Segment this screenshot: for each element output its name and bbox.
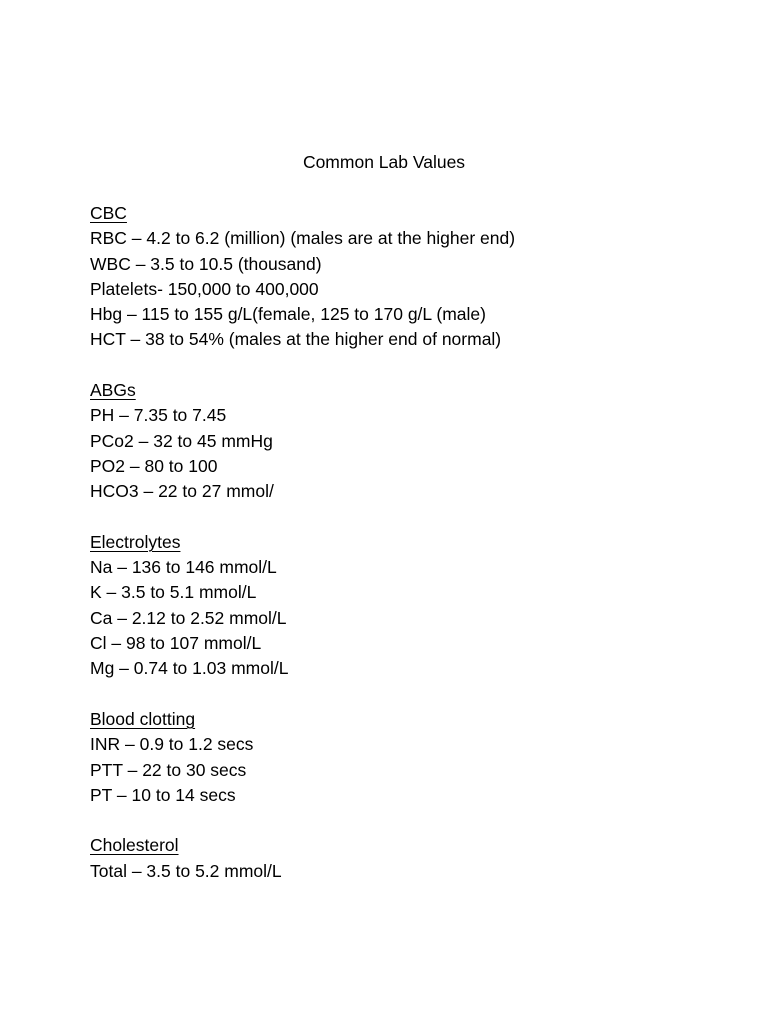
lab-value-line: Total – 3.5 to 5.2 mmol/L [90, 860, 282, 881]
lab-value-line: PCo2 – 32 to 45 mmHg [90, 430, 273, 451]
lab-value-line: RBC – 4.2 to 6.2 (million) (males are at the higher end) [90, 228, 516, 249]
lab-value-line: PTT – 22 to 30 secs [90, 759, 247, 780]
document-body [90, 201, 730, 909]
section-cholesterol [90, 833, 730, 884]
lab-value-line: HCO3 – 22 to 27 mmol/ [90, 481, 274, 502]
section-cbc [90, 201, 730, 353]
lab-value-line: Platelets- 150,000 to 400,000 [90, 278, 319, 299]
section-blood-clotting [90, 707, 730, 808]
lab-value-line: Ca – 2.12 to 2.52 mmol/L [90, 607, 287, 628]
lab-value-line: Hbg – 115 to 155 g/L(female, 125 to 170 g/L (male) [90, 304, 486, 325]
lab-value-line: WBC – 3.5 to 10.5 (thousand) [90, 253, 322, 274]
lab-value-line: PO2 – 80 to 100 [90, 455, 218, 476]
lab-value-line: Cl – 98 to 107 mmol/L [90, 633, 262, 654]
lab-value-line: K – 3.5 to 5.1 mmol/L [90, 582, 257, 603]
lab-value-line: Na – 136 to 146 mmol/L [90, 557, 277, 578]
section-heading-cbc: CBC [90, 203, 127, 223]
lab-value-line: HCT – 38 to 54% (males at the higher end of normal) [90, 329, 502, 350]
section-heading-cholesterol: Cholesterol [90, 835, 179, 856]
lab-value-line: Mg – 0.74 to 1.03 mmol/L [90, 658, 289, 679]
lab-value-line: PH – 7.35 to 7.45 [90, 405, 227, 426]
section-heading-electrolytes: Electrolytes [90, 531, 181, 552]
section-abgs [90, 378, 730, 504]
section-heading-abgs: ABGs [90, 380, 136, 401]
lab-value-line: PT – 10 to 14 secs [90, 784, 236, 805]
lab-value-line: INR – 0.9 to 1.2 secs [90, 734, 254, 755]
section-heading-blood-clotting: Blood clotting [90, 708, 196, 729]
page-title: Common Lab Values [302, 152, 466, 172]
section-electrolytes [90, 530, 730, 682]
